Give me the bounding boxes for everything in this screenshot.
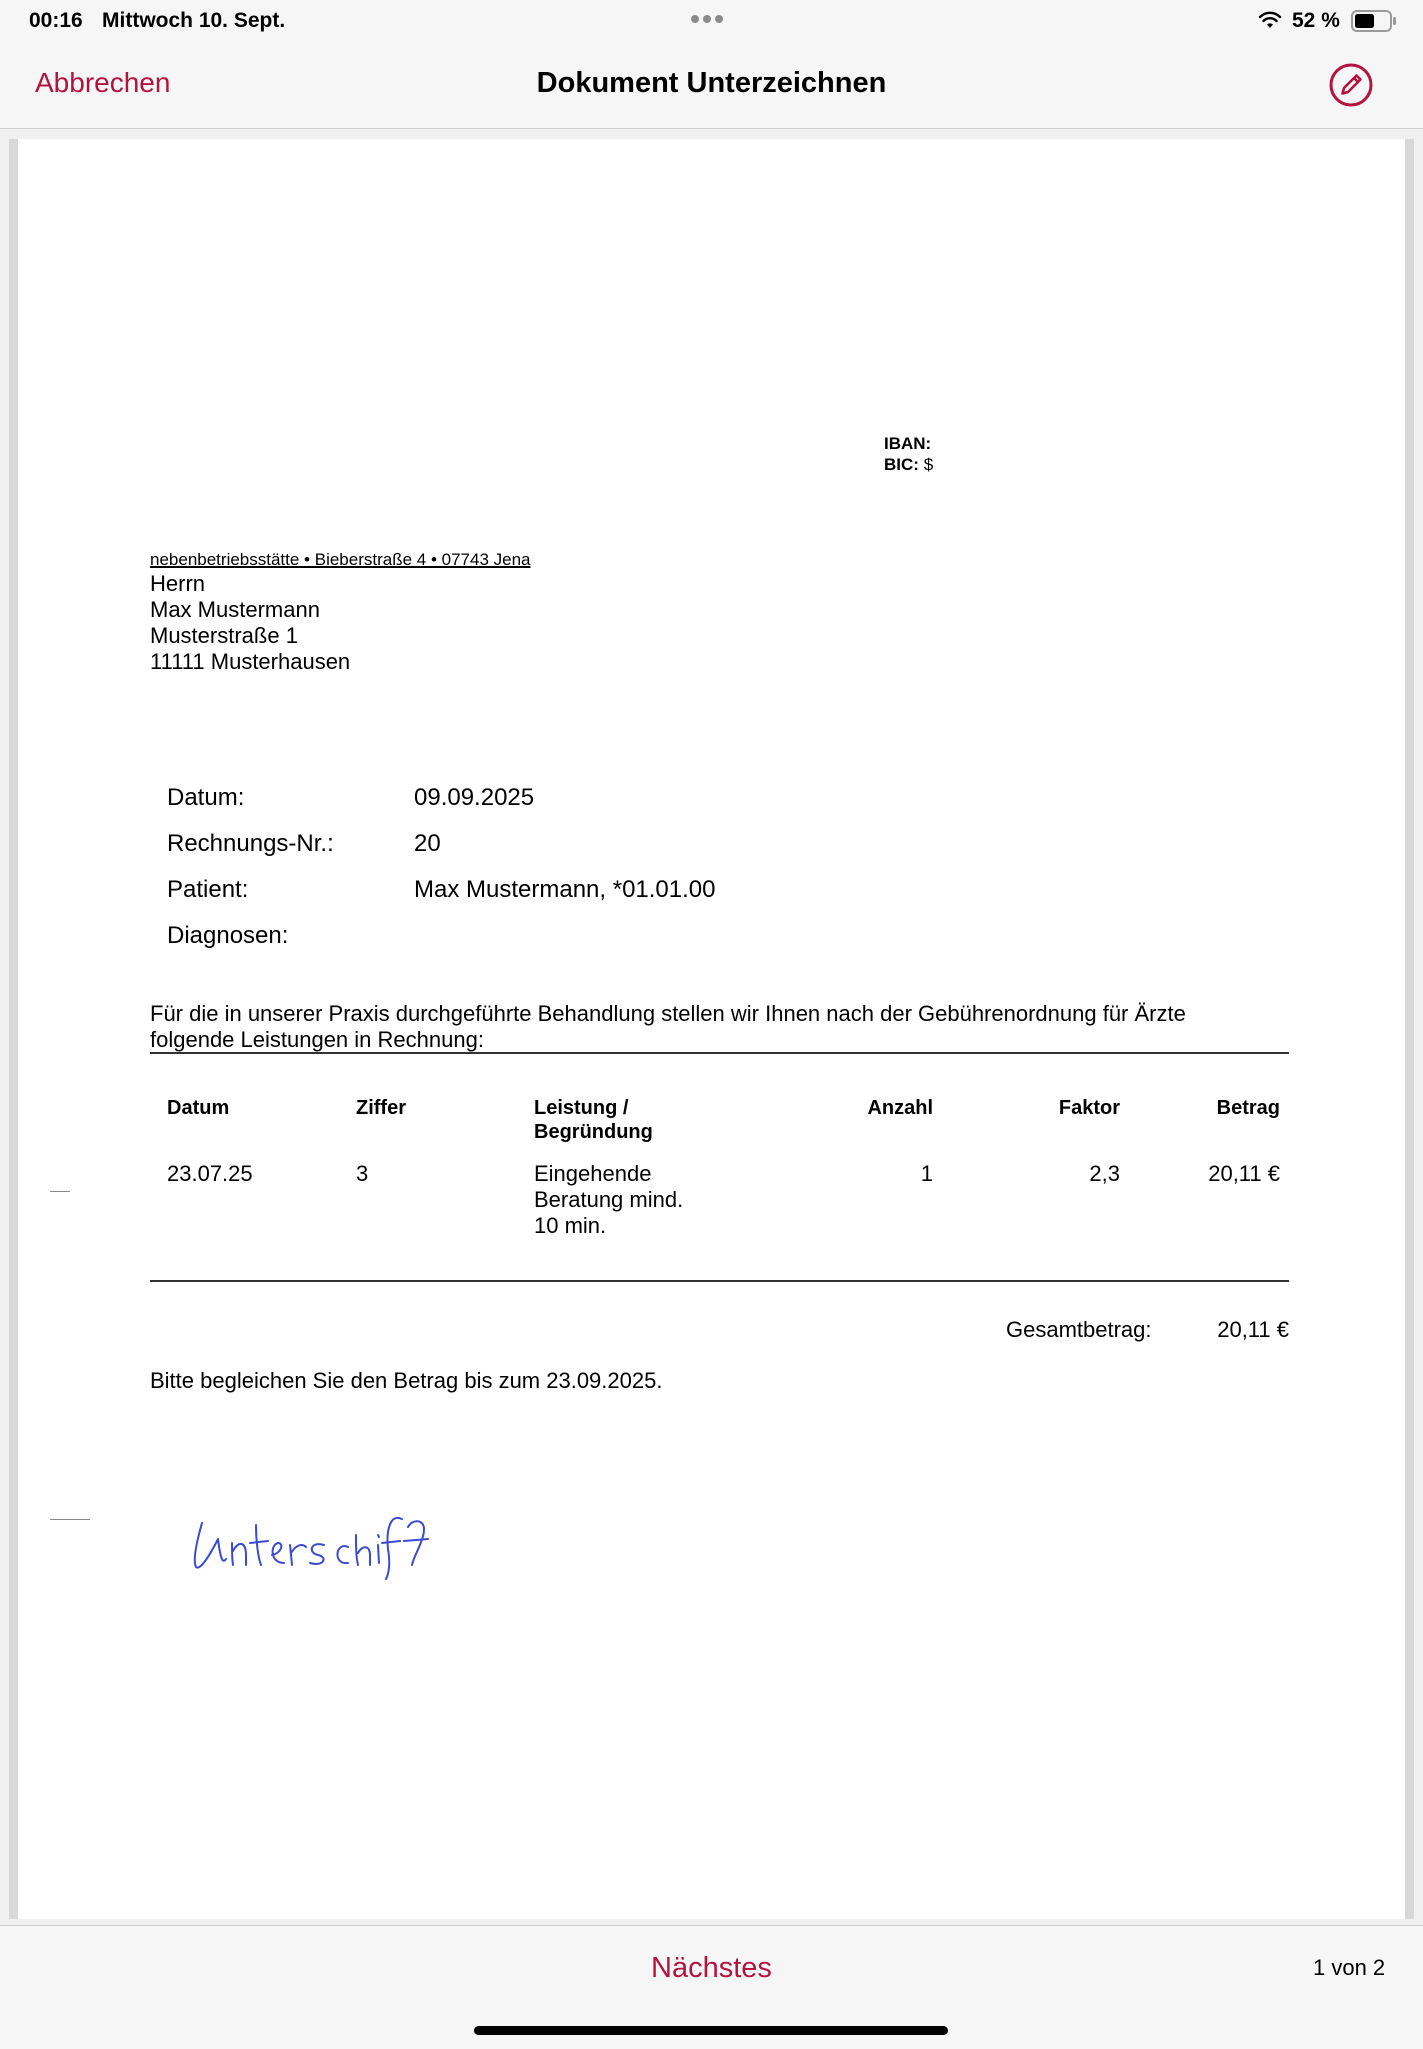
table-cell-betrag: 20,11 € [1208, 1161, 1280, 1186]
navigation-bar [0, 42, 1423, 129]
meta-value-patient: Max Mustermann, *01.01.00 [414, 876, 716, 903]
meta-label-rechnungsnr: Rechnungs-Nr.: [167, 830, 334, 857]
home-indicator[interactable] [474, 2026, 948, 2035]
wifi-icon [1258, 11, 1282, 29]
table-cell-faktor: 2,3 [1089, 1161, 1120, 1186]
table-cell-datum: 23.07.25 [167, 1161, 253, 1186]
intro-text [150, 1001, 1186, 1053]
table-header-leistung-1: Leistung / [534, 1097, 629, 1119]
battery-icon [1351, 10, 1397, 32]
bottom-toolbar [0, 1925, 1423, 2049]
signature-drawing [188, 1499, 478, 1589]
pencil-circle-icon[interactable] [1328, 62, 1374, 108]
page-title: Dokument Unterzeichnen [536, 67, 887, 99]
sender-line: nebenbetriebsstätte • Bieberstraße 4 • 07743 Jena [150, 550, 531, 569]
meta-value-rechnungsnr: 20 [414, 830, 441, 857]
table-header-datum: Datum [167, 1097, 230, 1119]
status-bar [0, 0, 1423, 42]
table-header-betrag: Betrag [1216, 1097, 1280, 1119]
meta-label-datum: Datum: [167, 784, 245, 811]
table-header-faktor: Faktor [1058, 1097, 1120, 1119]
next-button[interactable]: Nächstes [651, 1952, 772, 1984]
table-top-rule [150, 1052, 1289, 1054]
table-cell-leistung-1: Eingehende [534, 1161, 652, 1186]
recipient-address [150, 571, 350, 675]
payment-note: Bitte begleichen Sie den Betrag bis zum 23.09.2025. [150, 1368, 663, 1393]
table-cell-leistung-2: Beratung mind. [534, 1187, 684, 1212]
meta-label-patient: Patient: [167, 876, 249, 903]
bank-details [884, 433, 933, 475]
bic-value: $ [923, 455, 934, 474]
table-cell-leistung-3: 10 min. [534, 1213, 607, 1238]
table-bottom-rule [150, 1280, 1289, 1282]
document-page [18, 139, 1405, 1919]
table-cell-leistung [534, 1161, 683, 1239]
page-indicator: 1 von 2 [1313, 1955, 1386, 1980]
recipient-city: 11111 Musterhausen [150, 649, 351, 674]
recipient-salutation: Herrn [150, 571, 206, 596]
table-cell-anzahl: 1 [920, 1161, 933, 1186]
table-header-leistung [534, 1096, 653, 1144]
page-edge-right [1405, 139, 1414, 1919]
total-label: Gesamtbetrag: [1006, 1317, 1152, 1342]
intro-line-2: folgende Leistungen in Rechnung: [150, 1027, 484, 1052]
table-header-ziffer: Ziffer [356, 1097, 406, 1119]
multitask-dots-icon[interactable] [691, 15, 723, 23]
page-edge-left [9, 139, 18, 1919]
meta-value-datum: 09.09.2025 [414, 784, 535, 811]
table-cell-ziffer: 3 [356, 1161, 369, 1186]
total-value: 20,11 € [1217, 1317, 1289, 1342]
margin-mark-1 [50, 1191, 70, 1192]
intro-line-1: Für die in unserer Praxis durchgeführte Behandlung stellen wir Ihnen nach der Gebührenordnung für Ärzte [150, 1001, 1186, 1026]
cancel-button[interactable]: Abbrechen [35, 67, 171, 98]
table-header-leistung-2: Begründung [534, 1121, 653, 1143]
margin-mark-2 [50, 1519, 90, 1520]
iban-label: IBAN: [884, 434, 932, 453]
status-time: 00:16 [29, 9, 83, 32]
status-date: Mittwoch 10. Sept. [102, 9, 286, 32]
table-header-anzahl: Anzahl [867, 1097, 933, 1119]
bic-label: BIC: [884, 455, 919, 474]
meta-label-diagnosen: Diagnosen: [167, 922, 289, 949]
recipient-street: Musterstraße 1 [150, 623, 298, 648]
battery-percentage: 52 % [1292, 9, 1340, 32]
recipient-name: Max Mustermann [150, 597, 320, 622]
document-viewer[interactable] [0, 129, 1423, 1925]
